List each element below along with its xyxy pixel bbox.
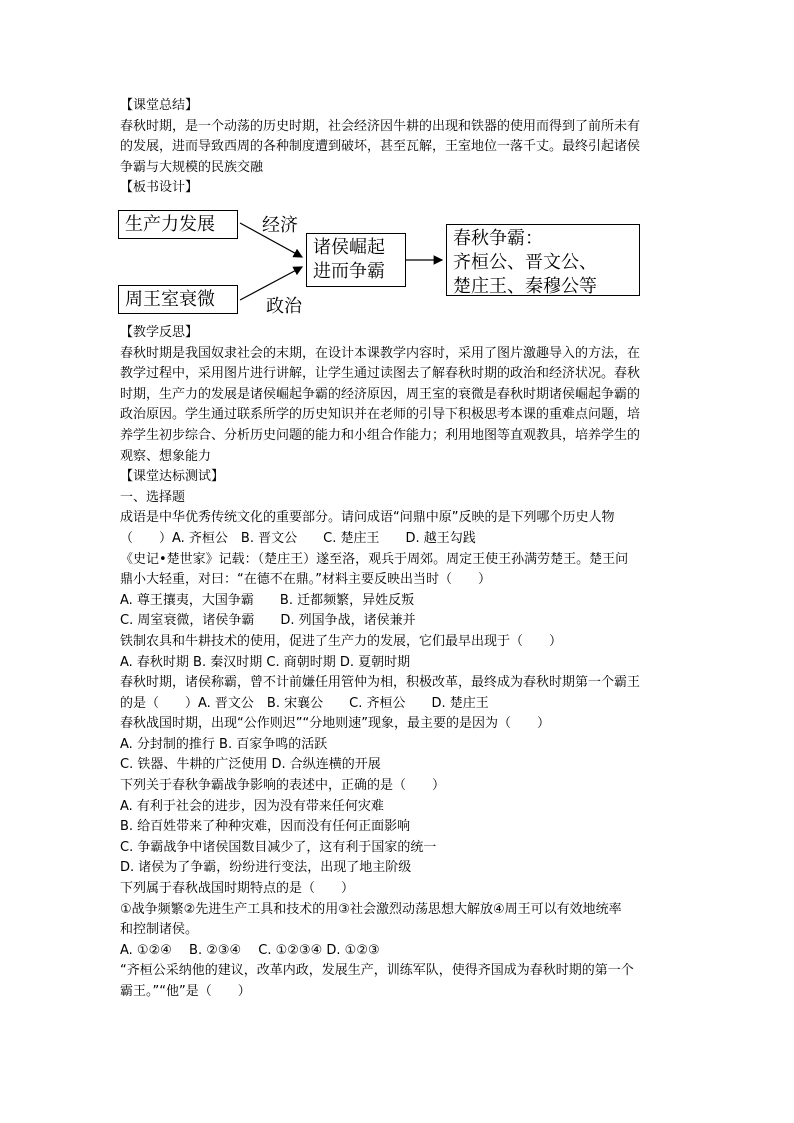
board-heading: 【板书设计】	[120, 180, 199, 196]
question-line: A. 尊王攘夷，大国争霸 B. 迁都频繁，异姓反叛	[120, 592, 415, 608]
question-line: C. 争霸战争中诸侯国数目减少了，这有利于国家的统一	[120, 839, 437, 855]
question-line: 《史记•楚世家》记载：（楚庄王）遂至洛，观兵于周郊。周定王使王孙满劳楚王。楚王问	[120, 551, 629, 567]
reflection-line: 养学生初步综合、分析历史问题的能力和小组合作能力；利用地图等直观教具，培养学生的	[120, 427, 641, 443]
box-rise-line: 诸侯崛起	[313, 237, 385, 258]
box-result	[446, 224, 640, 296]
label-economy: 经济	[262, 215, 298, 236]
reflection-line: 春秋时期是我国奴隶社会的末期，在设计本课教学内容时，采用了图片激趣导入的方法，在	[120, 345, 641, 361]
box-result-line: 齐桓公、晋文公、	[453, 252, 597, 273]
question-line: 下列关于春秋争霸战争影响的表述中，正确的是（ ）	[120, 778, 446, 794]
question-line: 铁制农具和牛耕技术的使用，促进了生产力的发展，它们最早出现于（ ）	[120, 633, 563, 649]
question-line: 和控制诸侯。	[120, 922, 199, 938]
question-line: D. 诸侯为了争霸，纷纷进行变法，出现了地主阶级	[120, 860, 412, 876]
question-line: A. 春秋时期 B. 秦汉时期 C. 商朝时期 D. 夏朝时期	[120, 654, 411, 670]
reflection-line: 教学过程中，采用图片进行讲解，让学生通过读图去了解春秋时期的政治和经济状况。春秋	[120, 366, 641, 382]
reflection-heading: 【教学反思】	[120, 325, 199, 340]
question-line: 鼎小大轻重，对曰：“在德不在鼎。”材料主要反映出当时（ ）	[120, 572, 491, 588]
question-line: ①战争频繁②先进生产工具和技术的用③社会激烈动荡思想大解放④周王可以有效地统率	[120, 901, 622, 917]
question-line: “齐桓公采纳他的建议，改革内政，发展生产，训练军队，使得齐国成为春秋时期的第一个	[120, 963, 634, 979]
question-line: C. 周室衰微，诸侯争霸 D. 列国争战，诸侯兼并	[120, 613, 416, 629]
question-line: A. 分封制的推行 B. 百家争鸣的活跃	[120, 736, 328, 752]
test-heading: 【课堂达标测试】	[120, 469, 225, 485]
reflection-line: 观察、想象能力	[120, 448, 212, 464]
question-line: 霸王。”“他”是（ ）	[120, 984, 251, 999]
box-result-line: 春秋争霸：	[453, 228, 543, 249]
question-line: （ ）A. 齐桓公 B. 晋文公 C. 楚庄王 D. 越王勾践	[120, 530, 476, 546]
question-line: A. ①②④ B. ②③④ C. ①②③④ D. ①②③	[120, 942, 380, 958]
question-line: 的是（ ）A. 晋文公 B. 宋襄公 C. 齐桓公 D. 楚庄王	[120, 695, 489, 711]
reflection-line: 政治原因。学生通过联系所学的历史知识并在老师的引导下积极思考本课的重难点问题，培	[120, 407, 641, 423]
content-after-diagram	[120, 323, 680, 1003]
summary-line: 的发展，进而导致西周的各种制度遭到破坏，甚至瓦解，王室地位一落千丈。最终引起诸侯	[120, 139, 641, 155]
box-rise-line: 进而争霸	[313, 261, 385, 282]
box-rise	[306, 233, 406, 287]
question-line: 下列属于春秋战国时期特点的是（ ）	[120, 881, 355, 897]
box-productivity: 生产力发展	[118, 210, 238, 239]
summary-section	[120, 96, 680, 199]
label-politics: 政治	[266, 296, 302, 317]
summary-line: 争霸与大规模的民族交融	[120, 159, 264, 175]
box-result-line: 楚庄王、秦穆公等	[453, 276, 597, 297]
section-title: 一、选择题	[120, 489, 186, 505]
question-line: A. 有利于社会的进步，因为没有带来任何灾难	[120, 798, 384, 814]
summary-line: 春秋时期，是一个动荡的历史时期，社会经济因牛耕的出现和铁器的使用而得到了前所未有	[120, 118, 641, 134]
question-line: B. 给百姓带来了种种灾难，因而没有任何正面影响	[120, 819, 411, 835]
question-line: 春秋时期，诸侯称霸，曾不计前嫌任用管仲为相，积极改革，最终成为春秋时期第一个霸王	[120, 675, 641, 691]
question-line: 成语是中华优秀传统文化的重要部分。请问成语“问鼎中原”反映的是下列哪个历史人物	[120, 510, 615, 526]
question-line: 春秋战国时期，出现“公作则迟”“分地则速”现象，最主要的是因为（ ）	[120, 716, 550, 732]
board-diagram	[116, 205, 646, 320]
summary-heading: 【课堂总结】	[120, 98, 199, 113]
box-decline: 周王室衰微	[118, 285, 238, 314]
reflection-line: 时期，生产力的发展是诸侯崛起争霸的经济原因，周王室的衰微是春秋时期诸侯崛起争霸的	[120, 386, 641, 402]
question-line: C. 铁器、牛耕的广泛使用 D. 合纵连横的开展	[120, 757, 381, 773]
